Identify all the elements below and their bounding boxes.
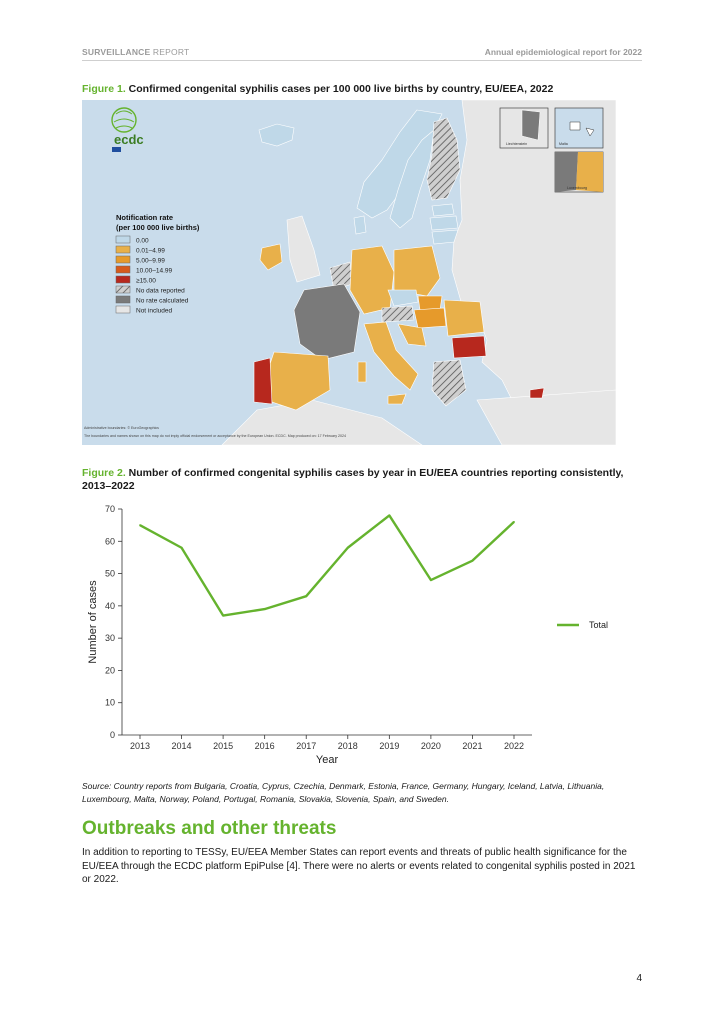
- figure2-caption: [82, 467, 642, 493]
- header-report: REPORT: [150, 47, 190, 57]
- y-tick-label: 20: [104, 665, 115, 676]
- map-austria: [382, 306, 414, 322]
- y-tick-label: 40: [104, 600, 115, 611]
- x-tick-label: 2018: [337, 741, 358, 751]
- figure1-title: Confirmed congenital syphilis cases per 100 000 live births by country, EU/EEA, 2022: [125, 83, 554, 95]
- legend-swatch-3: [116, 266, 130, 273]
- x-tick-label: 2021: [462, 741, 483, 751]
- map-lithuania: [432, 230, 458, 244]
- inset-label-liechtenstein: Liechtenstein: [506, 142, 528, 146]
- map-hungary: [414, 308, 446, 328]
- legend-label-1: 0.01–4.99: [136, 247, 165, 255]
- header-surveillance: SURVEILLANCE: [82, 47, 151, 57]
- y-tick-label: 0: [109, 730, 115, 740]
- map-footnote-disclaimer: The boundaries and names shown on this map do not imply official endorsement or acceptance by the European Union. ECDC. Map produced on: 17 February 2024: [84, 434, 347, 438]
- map-denmark: [354, 216, 366, 234]
- legend-swatch-4: [116, 276, 130, 283]
- data-point: [513, 521, 515, 523]
- y-axis-title: Number of cases: [87, 580, 99, 664]
- x-tick-label: 2015: [213, 741, 234, 751]
- data-point: [430, 579, 432, 581]
- section-title: Outbreaks and other threats: [82, 818, 337, 839]
- legend-swatch-6: [116, 296, 130, 303]
- figure2-number: Figure 2.: [82, 467, 126, 479]
- header-report-type: [82, 47, 189, 57]
- legend-label-2: 5.00–9.99: [136, 257, 165, 265]
- x-tick-label: 2017: [296, 741, 317, 751]
- page-header: [82, 44, 642, 61]
- page-number: 4: [636, 973, 642, 984]
- legend-swatch-7: [116, 306, 130, 313]
- legend-swatch-5: [116, 286, 130, 293]
- map-bulgaria: [452, 336, 486, 358]
- data-point: [472, 560, 474, 562]
- legend-title-line2: (per 100 000 live births): [116, 223, 200, 232]
- legend-label-5: No data reported: [136, 287, 185, 295]
- legend-label-4: ≥15.00: [136, 277, 156, 285]
- map-inset-malta: [555, 108, 603, 148]
- map-slovakia: [418, 296, 442, 310]
- legend-swatch-2: [116, 256, 130, 263]
- x-tick-label: 2014: [171, 741, 192, 751]
- y-tick-label: 70: [104, 504, 115, 514]
- legend-swatch-0: [116, 236, 130, 243]
- x-tick-label: 2019: [379, 741, 400, 751]
- data-point: [139, 524, 141, 526]
- map-sardinia: [358, 362, 366, 382]
- map-latvia: [430, 216, 458, 230]
- x-tick-label: 2020: [420, 741, 441, 751]
- legend-label-7: Not included: [136, 307, 173, 315]
- inset-label-luxembourg: Luxembourg: [567, 186, 587, 190]
- ecdc-logo-text: ecdc: [114, 132, 144, 147]
- data-point: [347, 547, 349, 549]
- data-point: [388, 515, 390, 517]
- series-line-total: [140, 515, 514, 615]
- x-tick-label: 2013: [129, 741, 151, 751]
- figure1-caption: [82, 83, 642, 96]
- legend-label-6: No rate calculated: [136, 297, 189, 305]
- map-cyprus: [530, 388, 544, 398]
- map-land-south: [477, 390, 616, 445]
- data-point: [222, 615, 224, 617]
- inset-label-malta: Malta: [559, 142, 568, 146]
- map-inset-luxembourg: [555, 152, 603, 192]
- data-point: [264, 608, 266, 610]
- map-inset-liechtenstein: [500, 108, 548, 148]
- europe-map: [82, 100, 616, 445]
- y-tick-label: 50: [104, 568, 115, 579]
- legend-label-3: 10.00–14.99: [136, 267, 173, 275]
- header-report-title: Annual epidemiological report for 2022: [484, 47, 642, 57]
- y-tick-label: 30: [104, 633, 115, 644]
- map-romania: [444, 300, 484, 336]
- data-point: [181, 547, 183, 549]
- map-estonia: [432, 204, 454, 216]
- data-point: [305, 595, 307, 597]
- section-paragraph: In addition to reporting to TESSy, EU/EEA Member States can report events and threats of public health significance for the EU/EEA through the ECDC platform EpiPulse [4]. There were no alerts or events related to congenital syphilis posted in 2021 or 2022.: [82, 847, 636, 885]
- figure2-title: Number of confirmed congenital syphilis cases by year in EU/EEA countries reporting consistently, 2013–2022: [82, 467, 624, 492]
- map-footnote-boundaries: Administrative boundaries: © EuroGeographics: [84, 426, 159, 430]
- y-tick-label: 60: [104, 536, 115, 547]
- legend-label-total: Total: [589, 620, 609, 630]
- y-tick-label: 10: [104, 697, 115, 708]
- cases-line-chart: [82, 495, 642, 770]
- figure2-source: Source: Country reports from Bulgaria, Croatia, Cyprus, Czechia, Denmark, Estonia, France, Germany, Hungary, Iceland, Latvia, Lithuania, Luxembourg, Malta, Norway, Poland, Portugal, Romania, Slovakia, Slovenia, Spain, and Sweden.: [82, 781, 605, 804]
- x-axis-title: Year: [315, 754, 339, 766]
- legend-title-line1: Notification rate: [116, 213, 174, 222]
- map-portugal: [254, 358, 272, 404]
- legend-label-0: 0.00: [136, 237, 149, 245]
- x-tick-label: 2016: [254, 741, 275, 751]
- x-tick-label: 2022: [503, 741, 525, 751]
- legend-swatch-1: [116, 246, 130, 253]
- figure1-number: Figure 1.: [82, 83, 126, 95]
